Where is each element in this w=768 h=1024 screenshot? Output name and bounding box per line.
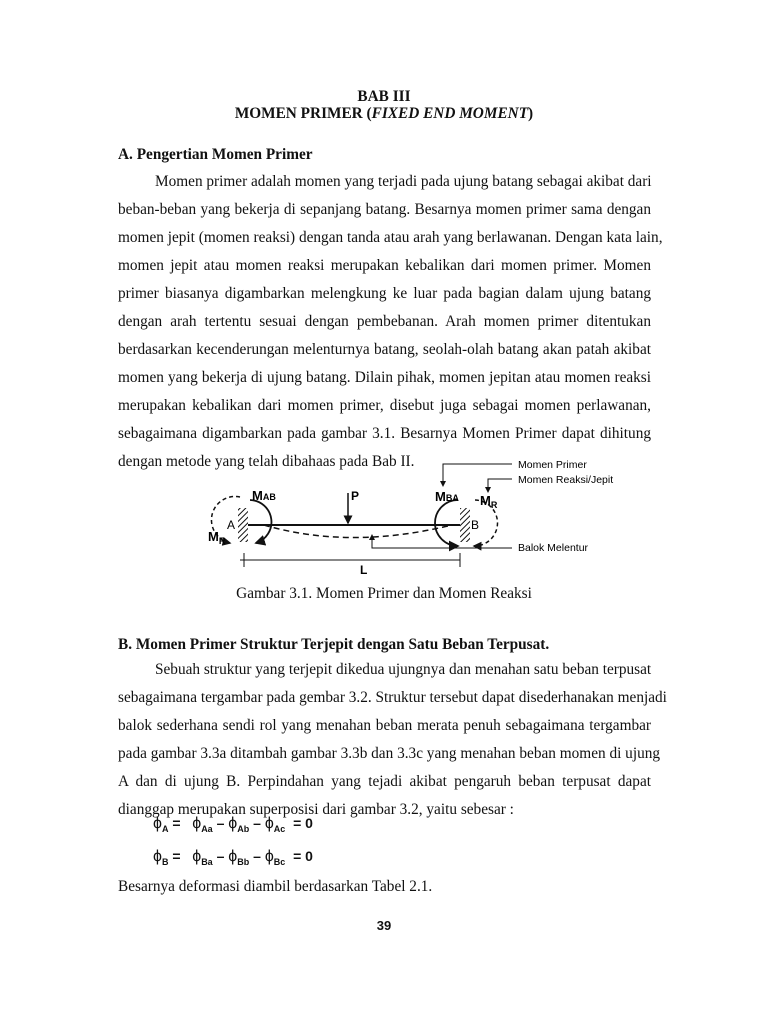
closing-text xyxy=(118,873,651,901)
figure-3-1-diagram xyxy=(190,450,630,580)
paragraph-line: A dan di ujung B. Perpindahan yang tejadi akibat pengaruh beban terpusat dapat xyxy=(118,773,651,790)
paragraph-line: balok sederhana sendi rol yang menahan beban merata penuh sebagaimana tergambar xyxy=(118,717,651,734)
paragraph-line: Sebuah struktur yang terjepit dikedua ujungnya dan menahan satu beban terpusat xyxy=(155,661,652,678)
svg-text:MAB xyxy=(252,488,276,503)
paragraph-line: merupakan kebalikan dari momen primer, disebut juga sebagai momen perlawanan, xyxy=(118,397,651,414)
leader-momen-primer xyxy=(443,464,512,486)
equations xyxy=(153,815,313,881)
paragraph-line: primer biasanya digambarkan melengkung ke luar pada bagian dalam ujung batang xyxy=(118,285,651,302)
closing-line: Besarnya deformasi diambil berdasarkan Tabel 2.1. xyxy=(118,878,433,895)
fixed-support-a xyxy=(238,508,248,542)
phi-symbol: ϕ xyxy=(192,848,202,865)
svg-text:MR xyxy=(208,529,226,546)
label-ab-sub: AB xyxy=(262,492,276,502)
equation-result: = 0 xyxy=(293,848,313,864)
phi-symbol: ϕ xyxy=(228,848,238,865)
paragraph-line: dengan arah tertentu sesuai dengan pembebanan. Arah momen primer ditentukan xyxy=(118,313,651,330)
subtitle-text: MOMEN PRIMER ( xyxy=(234,105,372,122)
subscript: Bb xyxy=(237,856,250,867)
page-number: 39 xyxy=(376,918,392,933)
chapter-title: BAB III xyxy=(357,88,411,105)
paragraph-line: sebagaimana digambarkan pada gambar 3.1. Besarnya Momen Primer dapat dihitung xyxy=(118,425,651,442)
section-b-paragraph xyxy=(118,656,667,824)
subscript: Ac xyxy=(273,823,286,834)
minus: – xyxy=(216,848,225,864)
label-m-ba: M xyxy=(435,489,446,504)
subscript: Bc xyxy=(273,856,286,867)
label-momen-reaksi: Momen Reaksi/Jepit xyxy=(518,474,614,486)
paragraph-line: beban-beban yang bekerja di sepanjang batang. Besarnya momen primer sama dengan xyxy=(118,201,651,218)
phi-symbol: ϕ xyxy=(153,848,162,865)
section-b-heading: B. Momen Primer Struktur Terjepit dengan Satu Beban Terpusat. xyxy=(118,636,550,653)
figure-caption: Gambar 3.1. Momen Primer dan Momen Reaksi xyxy=(236,585,532,602)
label-p: P xyxy=(351,489,360,503)
label-m-r-a: M xyxy=(208,529,219,544)
label-l: L xyxy=(360,563,368,577)
subscript: B xyxy=(161,856,169,867)
equals: = xyxy=(172,815,181,831)
subscript: Ab xyxy=(237,823,250,834)
minus: – xyxy=(216,815,225,831)
deflected-beam xyxy=(264,525,452,538)
phi-symbol: ϕ xyxy=(264,815,274,832)
phi-symbol: ϕ xyxy=(264,848,274,865)
label-a: A xyxy=(227,518,236,532)
svg-text:MR xyxy=(480,493,498,510)
paragraph-line: Momen primer adalah momen yang terjadi pada ujung batang sebagai akibat dari xyxy=(155,173,652,190)
minus: – xyxy=(253,815,261,831)
moment-ab-arrow xyxy=(250,500,271,543)
label-momen-primer: Momen Primer xyxy=(518,459,587,471)
label-r-sub: R xyxy=(490,500,498,510)
paragraph-line: pada gambar 3.3a ditambah gambar 3.3b dan 3.3c yang menahan beban momen di ujung xyxy=(118,745,661,762)
svg-text:MBA xyxy=(435,489,459,504)
subscript: Ba xyxy=(201,856,213,867)
equation-row xyxy=(153,815,313,848)
paragraph-line: momen yang bekerja di ujung batang. Dilain pihak, momen jepitan atau momen reaksi xyxy=(118,369,651,386)
subtitle-close: ) xyxy=(528,105,534,122)
subscript: A xyxy=(161,823,169,834)
fixed-support-b xyxy=(460,508,470,542)
paragraph-line: momen jepit atau momen reaksi merupakan kebalikan dari momen primer. Momen xyxy=(118,257,651,274)
label-r-sub: R xyxy=(218,536,226,546)
paragraph-line: berdasarkan kecenderungan melenturnya batang, seolah-olah batang akan patah akibat xyxy=(118,341,651,358)
label-ba-sub: BA xyxy=(445,493,459,503)
leader-momen-reaksi xyxy=(488,479,512,492)
paragraph-line: dengan metode yang telah dibahaas pada Bab II. xyxy=(118,453,415,470)
phi-symbol: ϕ xyxy=(228,815,238,832)
phi-symbol: ϕ xyxy=(153,815,162,832)
paragraph-line: momen jepit (momen reaksi) dengan tanda atau arah yang berlawanan. Dengan kata lain, xyxy=(118,229,663,246)
section-a-paragraph xyxy=(118,168,663,476)
equation-result: = 0 xyxy=(293,815,313,831)
minus: – xyxy=(253,848,261,864)
label-m-ab: M xyxy=(252,488,263,503)
label-b: B xyxy=(471,518,480,532)
moment-ba-arrow xyxy=(435,500,458,546)
phi-symbol: ϕ xyxy=(192,815,202,832)
leader-balok-melentur xyxy=(372,535,512,548)
chapter-subtitle xyxy=(0,105,768,123)
paragraph-line: sebagaimana tergambar pada gembar 3.2. Struktur tersebut dapat disederhanakan menjadi xyxy=(118,689,667,706)
section-a-heading: A. Pengertian Momen Primer xyxy=(118,146,313,163)
equals: = xyxy=(172,848,181,864)
label-m-r-b: M xyxy=(480,493,491,508)
subscript: Aa xyxy=(201,823,213,834)
paragraph-line: dianggap merupakan superposisi dari gambar 3.2, yaitu sebesar : xyxy=(118,801,514,818)
label-balok-melentur: Balok Melentur xyxy=(518,542,589,554)
subtitle-italic: FIXED END MOMENT xyxy=(371,105,529,122)
